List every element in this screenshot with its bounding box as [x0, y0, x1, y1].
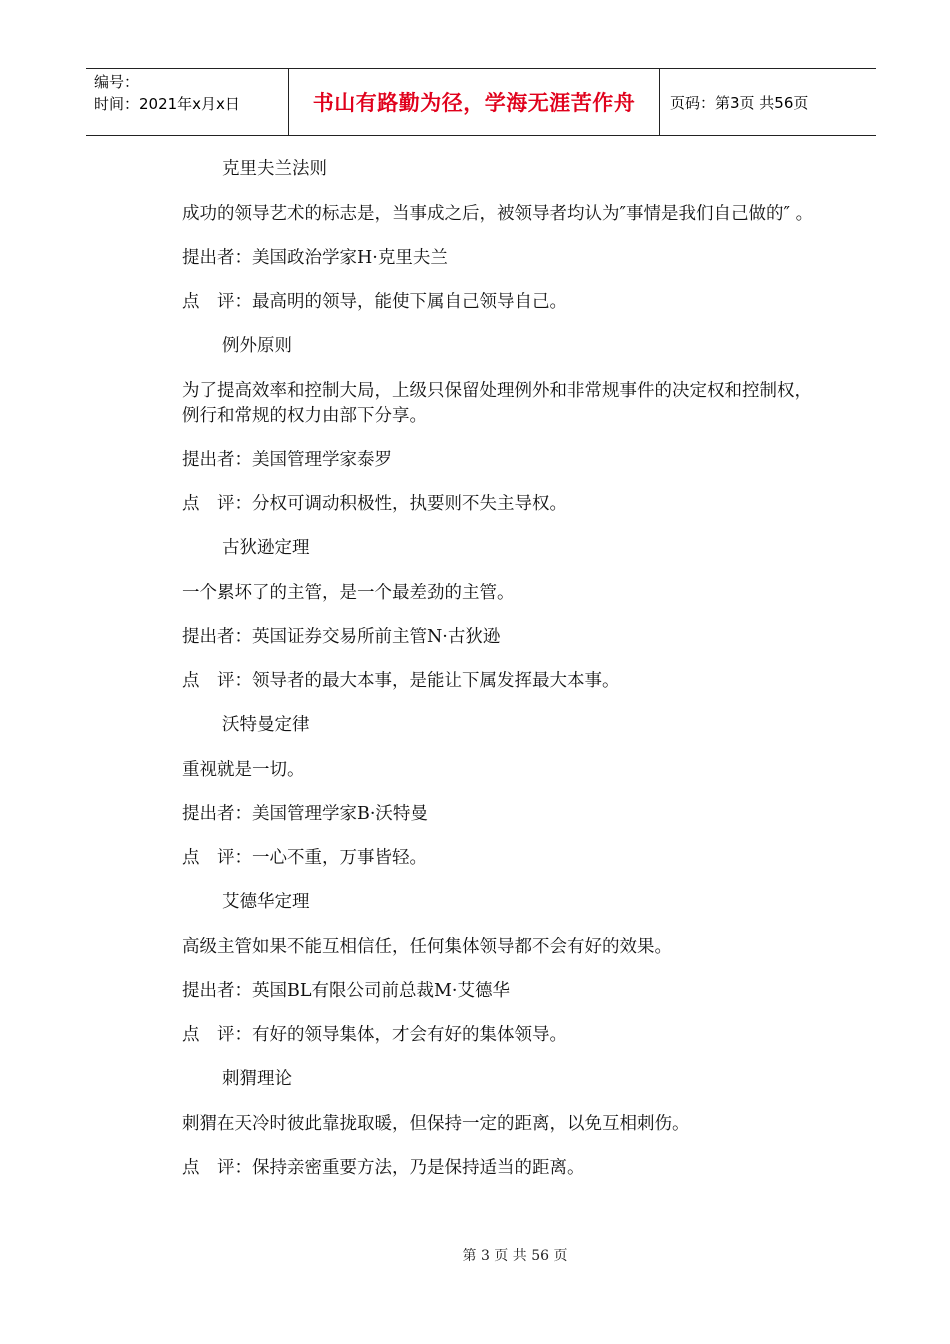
- section-proposer: 提出者：美国政治学家H·克里夫兰: [182, 248, 448, 268]
- section-paragraph: 一个累坏了的主管，是一个最差劲的主管。: [182, 583, 515, 603]
- section-paragraph: 成功的领导艺术的标志是，当事成之后，被领导者均认为″事情是我们自己做的″ 。: [182, 204, 814, 224]
- section-paragraph: 为了提高效率和控制大局，上级只保留处理例外和非常规事件的决定权和控制权，例行和常规的权力由部下分享。: [182, 381, 812, 426]
- section-title: 沃特曼定律: [222, 715, 310, 735]
- section-title: 刺猬理论: [222, 1069, 292, 1089]
- section-paragraph: 重视就是一切。: [182, 760, 305, 780]
- section-proposer: 提出者：美国管理学家泰罗: [182, 450, 392, 470]
- header-page-info: 页码：第3页 共56页: [670, 93, 809, 112]
- section-comment: 点 评：分权可调动积极性，执要则不失主导权。: [182, 494, 567, 514]
- document-date: 时间：2021年x月x日: [94, 95, 240, 113]
- section-title: 例外原则: [222, 336, 292, 356]
- section-comment: 点 评：有好的领导集体，才会有好的集体领导。: [182, 1025, 567, 1045]
- section-proposer: 提出者：英国证券交易所前主管N·古狄逊: [182, 627, 501, 647]
- document-number: 编号：: [94, 73, 140, 91]
- section-proposer: 提出者：美国管理学家B·沃特曼: [182, 804, 428, 824]
- section-comment: 点 评：领导者的最大本事，是能让下属发挥最大本事。: [182, 671, 620, 691]
- section-comment: 点 评：保持亲密重要方法，乃是保持适当的距离。: [182, 1158, 585, 1178]
- section-title: 艾德华定理: [222, 892, 310, 912]
- section-proposer: 提出者：英国BL有限公司前总裁M·艾德华: [182, 981, 510, 1001]
- header-motto: 书山有路勤为径，学海无涯苦作舟: [288, 69, 660, 135]
- section-paragraph: 刺猬在天冷时彼此靠拢取暖，但保持一定的距离，以免互相刺伤。: [182, 1114, 690, 1134]
- section-comment: 点 评：一心不重，万事皆轻。: [182, 848, 427, 868]
- page-header: [86, 68, 876, 136]
- header-meta: [86, 69, 288, 135]
- section-title: 古狄逊定理: [222, 538, 310, 558]
- document-body: [182, 145, 822, 1200]
- page-footer: 第 3 页 共 56 页: [462, 1248, 568, 1264]
- section-comment: 点 评：最高明的领导，能使下属自己领导自己。: [182, 292, 567, 312]
- section-title: 克里夫兰法则: [222, 159, 327, 179]
- section-paragraph: 高级主管如果不能互相信任，任何集体领导都不会有好的效果。: [182, 937, 672, 957]
